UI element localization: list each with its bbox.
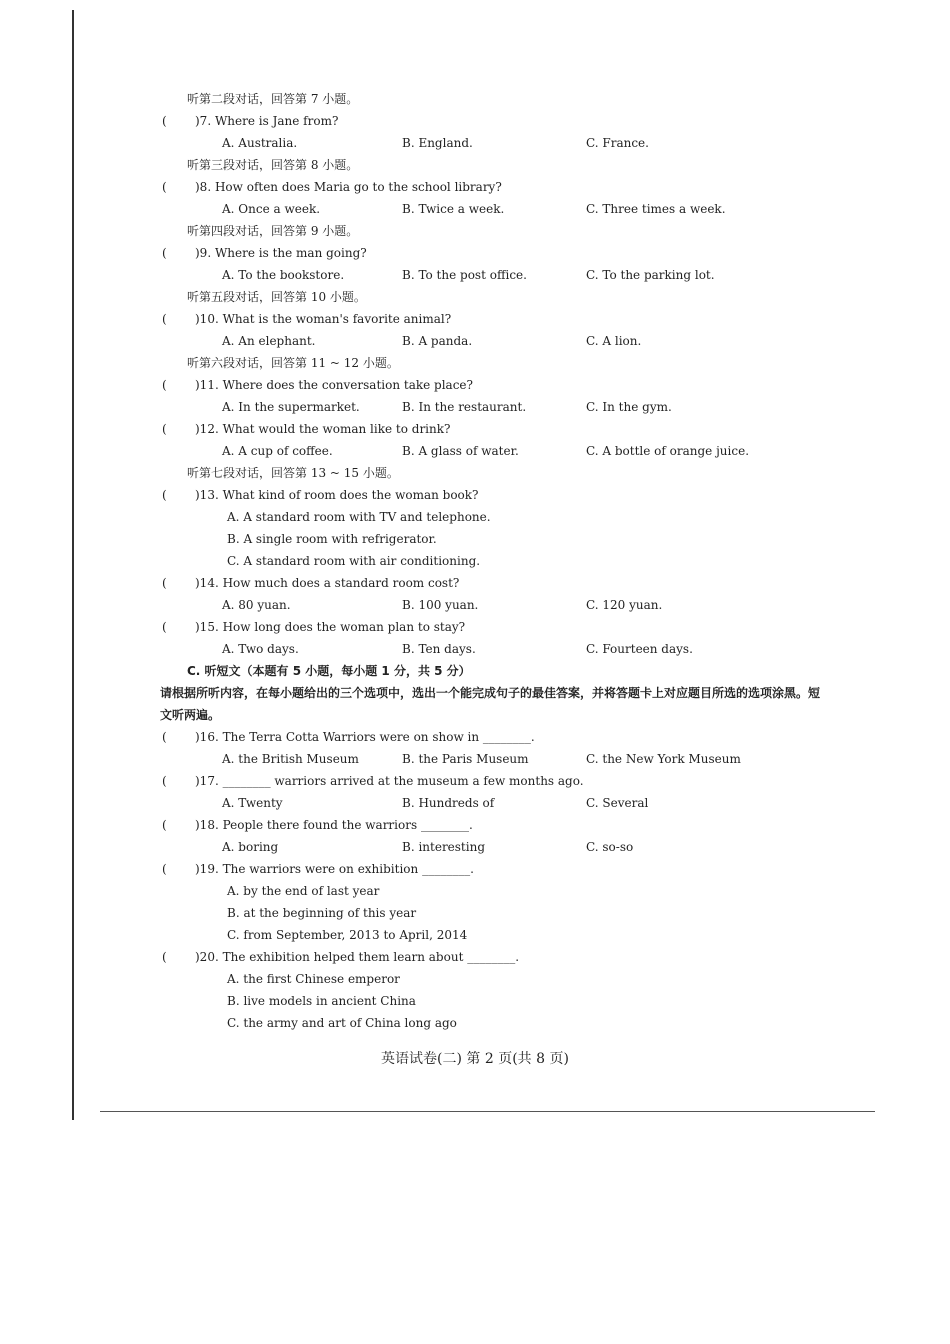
option-c[interactable]: C. Three times a week. xyxy=(586,202,726,216)
option-a[interactable]: A. An elephant. xyxy=(222,334,316,348)
option-b[interactable]: B. 100 yuan. xyxy=(402,598,479,612)
answer-bracket[interactable]: ( xyxy=(162,378,167,392)
question-text: )19. The warriors were on exhibition ________. xyxy=(195,862,474,876)
page-footer: 英语试卷(二) 第 2 页(共 8 页) xyxy=(381,1051,569,1067)
option-a[interactable]: A. boring xyxy=(222,840,279,854)
question-text: )16. The Terra Cotta Warriors were on show in ________. xyxy=(195,730,535,744)
option-a[interactable]: A. A cup of coffee. xyxy=(222,444,333,458)
option-c[interactable]: C. from September, 2013 to April, 2014 xyxy=(227,928,468,942)
option-c[interactable]: C. To the parking lot. xyxy=(586,268,715,282)
question-text: )8. How often does Maria go to the school library? xyxy=(195,180,502,194)
question-text: )10. What is the woman's favorite animal? xyxy=(195,312,452,326)
answer-bracket[interactable]: ( xyxy=(162,730,167,744)
answer-bracket[interactable]: ( xyxy=(162,818,167,832)
question-text: )7. Where is Jane from? xyxy=(195,114,339,128)
option-b[interactable]: B. To the post office. xyxy=(402,268,527,282)
option-a[interactable]: A. 80 yuan. xyxy=(222,598,291,612)
question-text: )12. What would the woman like to drink? xyxy=(195,422,451,436)
option-a[interactable]: A. Twenty xyxy=(222,796,283,810)
section-intro: 听第七段对话，回答第 13 ~ 15 小题。 xyxy=(187,466,399,480)
question-text: )11. Where does the conversation take place? xyxy=(195,378,473,392)
option-b[interactable]: B. Twice a week. xyxy=(402,202,505,216)
question-text: )18. People there found the warriors ________. xyxy=(195,818,473,832)
option-a[interactable]: A. Once a week. xyxy=(222,202,321,216)
option-c[interactable]: C. so-so xyxy=(586,840,634,854)
option-a[interactable]: A. In the supermarket. xyxy=(222,400,360,414)
option-c[interactable]: C. A lion. xyxy=(586,334,642,348)
answer-bracket[interactable]: ( xyxy=(162,180,167,194)
question-text: )13. What kind of room does the woman book? xyxy=(195,488,479,502)
bottom-rule xyxy=(100,1111,875,1112)
option-b[interactable]: B. the Paris Museum xyxy=(402,752,529,766)
option-c[interactable]: C. the army and art of China long ago xyxy=(227,1016,457,1030)
option-b[interactable]: B. interesting xyxy=(402,840,486,854)
option-b[interactable]: B. In the restaurant. xyxy=(402,400,527,414)
question-text: )15. How long does the woman plan to stay? xyxy=(195,620,466,634)
option-b[interactable]: B. live models in ancient China xyxy=(227,994,416,1008)
section-c-instruction: 请根据所听内容，在每小题给出的三个选项中，选出一个能完成句子的最佳答案，并将答题卡上对应题目所选的选项涂黑。短文听两遍。 xyxy=(160,686,821,722)
question-text: )14. How much does a standard room cost? xyxy=(195,576,460,590)
option-c[interactable]: C. Fourteen days. xyxy=(586,642,693,656)
section-intro: 听第二段对话，回答第 7 小题。 xyxy=(187,92,359,106)
answer-bracket[interactable]: ( xyxy=(162,312,167,326)
answer-bracket[interactable]: ( xyxy=(162,422,167,436)
section-intro: 听第五段对话，回答第 10 小题。 xyxy=(187,290,366,304)
option-c[interactable]: C. 120 yuan. xyxy=(586,598,663,612)
answer-bracket[interactable]: ( xyxy=(162,620,167,634)
option-b[interactable]: B. A single room with refrigerator. xyxy=(227,532,437,546)
section-intro: 听第三段对话，回答第 8 小题。 xyxy=(187,158,359,172)
option-c[interactable]: C. France. xyxy=(586,136,649,150)
option-a[interactable]: A. Two days. xyxy=(222,642,299,656)
answer-bracket[interactable]: ( xyxy=(162,576,167,590)
option-b[interactable]: B. at the beginning of this year xyxy=(227,906,417,920)
answer-bracket[interactable]: ( xyxy=(162,114,167,128)
option-b[interactable]: B. Hundreds of xyxy=(402,796,495,810)
option-b[interactable]: B. A glass of water. xyxy=(402,444,519,458)
section-intro: 听第六段对话，回答第 11 ~ 12 小题。 xyxy=(187,356,399,370)
option-a[interactable]: A. To the bookstore. xyxy=(222,268,345,282)
option-c[interactable]: C. A standard room with air conditioning. xyxy=(227,554,481,568)
option-b[interactable]: B. England. xyxy=(402,136,473,150)
option-c[interactable]: C. the New York Museum xyxy=(586,752,741,766)
answer-bracket[interactable]: ( xyxy=(162,488,167,502)
answer-bracket[interactable]: ( xyxy=(162,774,167,788)
question-text: )20. The exhibition helped them learn about ________. xyxy=(195,950,520,964)
option-b[interactable]: B. A panda. xyxy=(402,334,473,348)
section-c-title: C. 听短文（本题有 5 小题，每小题 1 分，共 5 分） xyxy=(187,664,471,678)
option-a[interactable]: A. the first Chinese emperor xyxy=(227,972,400,986)
question-text: )17. ________ warriors arrived at the museum a few months ago. xyxy=(195,774,584,788)
option-c[interactable]: C. Several xyxy=(586,796,649,810)
answer-bracket[interactable]: ( xyxy=(162,862,167,876)
answer-bracket[interactable]: ( xyxy=(162,950,167,964)
option-c[interactable]: C. In the gym. xyxy=(586,400,672,414)
option-c[interactable]: C. A bottle of orange juice. xyxy=(586,444,750,458)
option-a[interactable]: A. by the end of last year xyxy=(227,884,380,898)
option-b[interactable]: B. Ten days. xyxy=(402,642,476,656)
left-margin-rule xyxy=(72,10,74,1120)
option-a[interactable]: A. the British Museum xyxy=(222,752,359,766)
option-a[interactable]: A. A standard room with TV and telephone. xyxy=(227,510,491,524)
question-text: )9. Where is the man going? xyxy=(195,246,367,260)
answer-bracket[interactable]: ( xyxy=(162,246,167,260)
section-intro: 听第四段对话，回答第 9 小题。 xyxy=(187,224,359,238)
option-a[interactable]: A. Australia. xyxy=(222,136,298,150)
